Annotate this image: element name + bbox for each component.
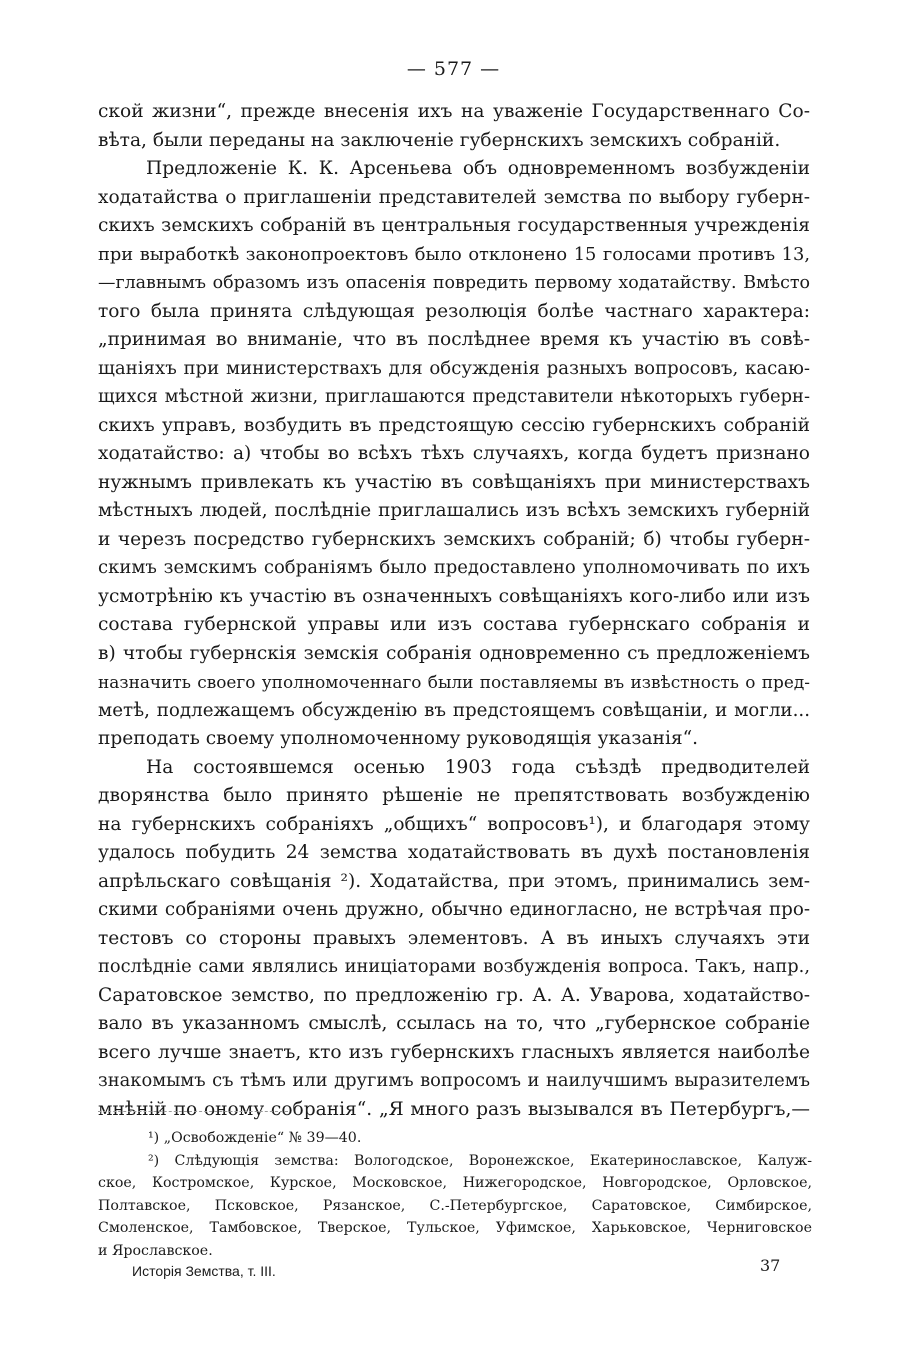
text-line: состава губернской управы или изъ состава губернскаго собранія и — [98, 614, 810, 635]
text-line: послѣдніе сами являлись иниціаторами возбужденія вопроса. Такъ, напр., — [98, 956, 810, 977]
text-line: в) чтобы губернскія земскія собранія одновременно съ предложеніемъ — [98, 642, 810, 664]
text-line: Предложеніе К. К. Арсеньева объ одновременномъ возбужденіи — [146, 158, 810, 179]
text-line: на губернскихъ собраніяхъ „общихъ“ вопросовъ¹), и благодаря этому — [98, 813, 810, 835]
text-line: при выработкѣ законопроектовъ было отклонено 15 голосами противъ 13, — [98, 243, 810, 265]
text-line: ходатайства о приглашеніи представителей земства по выбору губерн- — [98, 186, 810, 208]
footnote-line: ²) Слѣдующія земства: Вологодское, Воронежское, Екатеринославское, Калуж- — [148, 1152, 812, 1169]
text-line: того была принята слѣдующая резолюція болѣе частнаго характера: — [98, 300, 810, 322]
text-line: щаніяхъ при министерствахъ для обсужденія разныхъ вопросовъ, касаю- — [98, 357, 810, 379]
text-line: мѣстныхъ людей, послѣдніе приглашались изъ всѣхъ земскихъ губерній — [98, 500, 810, 521]
text-line: назначить своего уполномоченнаго были поставляемы въ извѣстность о пред- — [98, 672, 810, 692]
text-line: „принимая во вниманіе, что въ послѣднее время къ участію въ совѣ- — [98, 329, 810, 350]
text-line: Саратовское земство, по предложенію гр. А. А. Уварова, ходатайство- — [98, 984, 810, 1006]
text-line: —главнымъ образомъ изъ опасенія повредить первому ходатайству. Вмѣсто — [98, 273, 810, 293]
text-line: дворянства было принято рѣшеніе не препятствовать возбужденію — [98, 785, 810, 806]
text-line: скими собраніями очень дружно, обычно единогласно, не встрѣчая про- — [98, 899, 810, 920]
footnote-line: Смоленское, Тамбовское, Тверское, Тульское, Уфимское, Харьковское, Черниговское — [98, 1220, 812, 1237]
signature-title: Исторія Земства, т. III. — [132, 1263, 276, 1279]
footnote-line: ¹) „Освобожденіе“ № 39—40. — [148, 1130, 362, 1146]
text-line: преподать своему уполномоченному руководящія указанія“. — [98, 728, 699, 749]
text-line: всего лучше знаетъ, кто изъ губернскихъ гласныхъ является наиболѣе — [98, 1041, 810, 1063]
text-line: тестовъ со стороны правыхъ элементовъ. А въ иныхъ случаяхъ эти — [98, 927, 810, 949]
text-line: апрѣльскаго совѣщанія ²). Ходатайства, при этомъ, принимались зем- — [98, 870, 810, 892]
text-line: скихъ земскихъ собраній въ центральныя государственныя учрежденія — [98, 215, 810, 236]
footnote-line: Полтавское, Псковское, Рязанское, С.-Петербургское, Саратовское, Симбирское, — [98, 1197, 812, 1214]
text-line: и черезъ посредство губернскихъ земскихъ собраній; б) чтобы губерн- — [98, 528, 810, 550]
text-line: ходатайство: а) чтобы во всѣхъ тѣхъ случаяхъ, когда будетъ признано — [98, 443, 810, 464]
footnote-line: и Ярославское. — [98, 1242, 213, 1259]
text-line: скимъ земскимъ собраніямъ было предоставлено уполномочивать по ихъ — [98, 557, 810, 578]
text-line: знакомымъ съ тѣмъ или другимъ вопросомъ и наилучшимъ выразителемъ — [98, 1070, 810, 1091]
main-text — [98, 98, 810, 1124]
text-line: ской жизни“, прежде внесенія ихъ на уваженіе Государственнаго Со- — [98, 101, 810, 122]
text-line: мнѣній по оному собранія“. „Я много разъ вызывался въ Петербургъ,— — [98, 1098, 810, 1120]
text-line: метѣ, подлежащемъ обсужденію въ предстоящемъ совѣщаніи, и могли... — [98, 699, 810, 721]
page-number: — 577 — — [406, 58, 501, 80]
footnote-line: ское, Костромское, Курское, Московское, Нижегородское, Новгородское, Орловское, — [98, 1175, 812, 1192]
text-line: щихся мѣстной жизни, приглашаются представители нѣкоторыхъ губерн- — [98, 386, 810, 407]
footnotes — [98, 1127, 812, 1263]
text-line: усмотрѣнію къ участію въ означенныхъ совѣщаніяхъ кого-либо или изъ — [98, 585, 810, 607]
text-line: удалось побудить 24 земства ходатайствовать въ духѣ постановленія — [98, 842, 810, 863]
text-line: вѣта, были переданы на заключеніе губернскихъ земскихъ собраній. — [98, 129, 781, 151]
footnote-separator — [98, 1111, 288, 1112]
text-line: скихъ управъ, возбудить въ предстоящую сессію губернскихъ собраній — [98, 414, 810, 436]
text-line: На состоявшемся осенью 1903 года съѣздѣ предводителей — [146, 756, 810, 778]
text-line: нужнымъ привлекать къ участію въ совѣщаніяхъ при министерствахъ — [98, 471, 810, 493]
text-line: вало въ указанномъ смыслѣ, ссылась на то, что „губернское собраніе — [98, 1013, 810, 1034]
sheet-number: 37 — [760, 1256, 781, 1275]
